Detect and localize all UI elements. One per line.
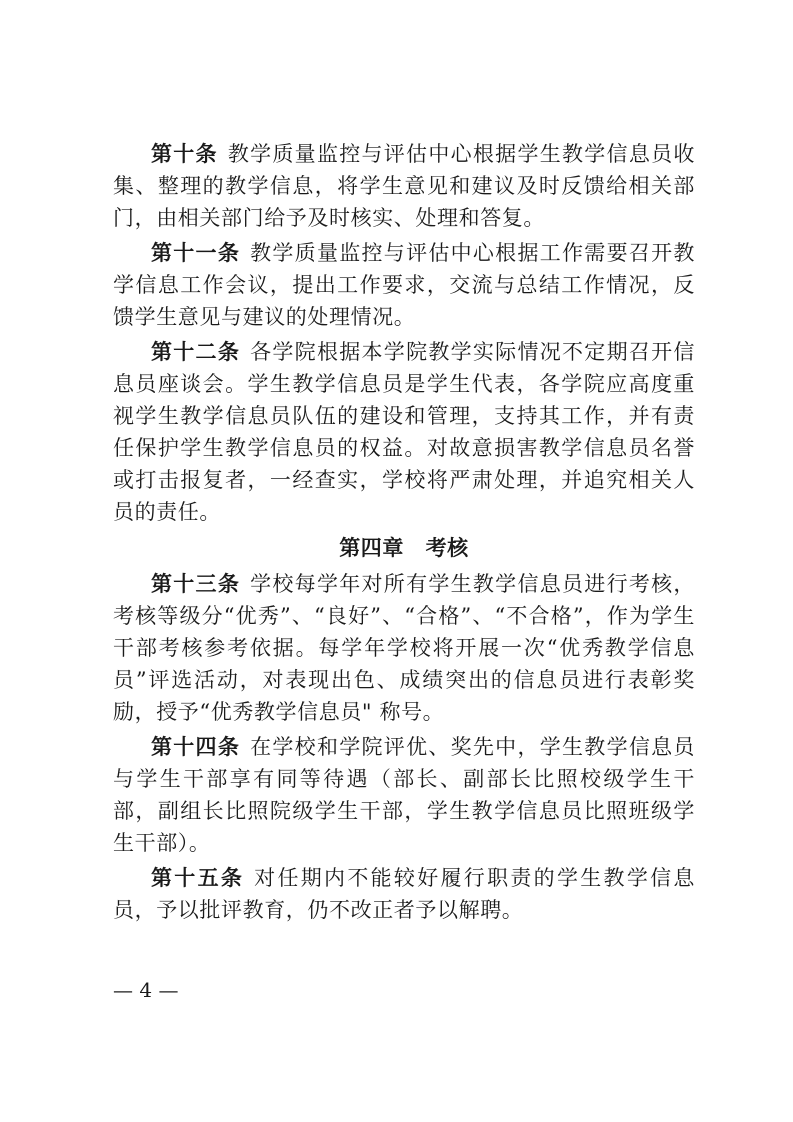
article-label: 第十一条 xyxy=(151,241,241,265)
article-15 xyxy=(113,862,695,926)
article-12 xyxy=(113,336,695,528)
article-14 xyxy=(113,731,695,859)
article-text: 教学质量监控与评估中心根据学生教学信息员收集、整理的教学信息，将学生意见和建议及时反馈给相关部门，由相关部门给予及时核实、处理和答复。 xyxy=(113,142,695,230)
document-body xyxy=(113,138,695,929)
article-text: 教学质量监控与评估中心根据工作需要召开教学信息工作会议，提出工作要求，交流与总结工作情况，反馈学生意见与建议的处理情况。 xyxy=(113,241,696,329)
article-label: 第十五条 xyxy=(151,866,245,890)
article-text: 学校每学年对所有学生教学信息员进行考核，考核等级分“优秀”、“良好”、“合格”、“不合格”，作为学生干部考核参考依据。每学年学校将开展一次“优秀教学信息员”评选活动，对表现出色、成绩突出的信息员进行表彰奖励，授予“优秀教学信息员" 称号。 xyxy=(113,572,696,724)
article-label: 第十四条 xyxy=(151,735,241,759)
article-text: 对任期内不能较好履行职责的学生教学信息员，予以批评教育，仍不改正者予以解聘。 xyxy=(113,866,695,922)
article-text: 各学院根据本学院教学实际情况不定期召开信息员座谈会。学生教学信息员是学生代表，各学院应高度重视学生教学信息员队伍的建设和管理，支持其工作，并有责任保护学生教学信息员的权益。对故意损害教学信息员名誉或打击报复者，一经查实，学校将严肃处理，并追究相关人员的责任。 xyxy=(113,340,696,524)
article-label: 第十条 xyxy=(151,142,218,166)
chapter-title: 第四章 考核 xyxy=(339,536,469,560)
article-13 xyxy=(113,568,695,728)
article-10 xyxy=(113,138,695,234)
article-11 xyxy=(113,237,695,333)
article-text: 在学校和学院评优、奖先中，学生教学信息员与学生干部享有同等待遇（部长、副部长比照校级学生干部，副组长比照院级学生干部，学生教学信息员比照班级学生干部）。 xyxy=(113,735,696,855)
page-number: — 4 — xyxy=(113,978,179,1002)
article-label: 第十三条 xyxy=(151,572,241,596)
article-label: 第十二条 xyxy=(151,340,241,364)
